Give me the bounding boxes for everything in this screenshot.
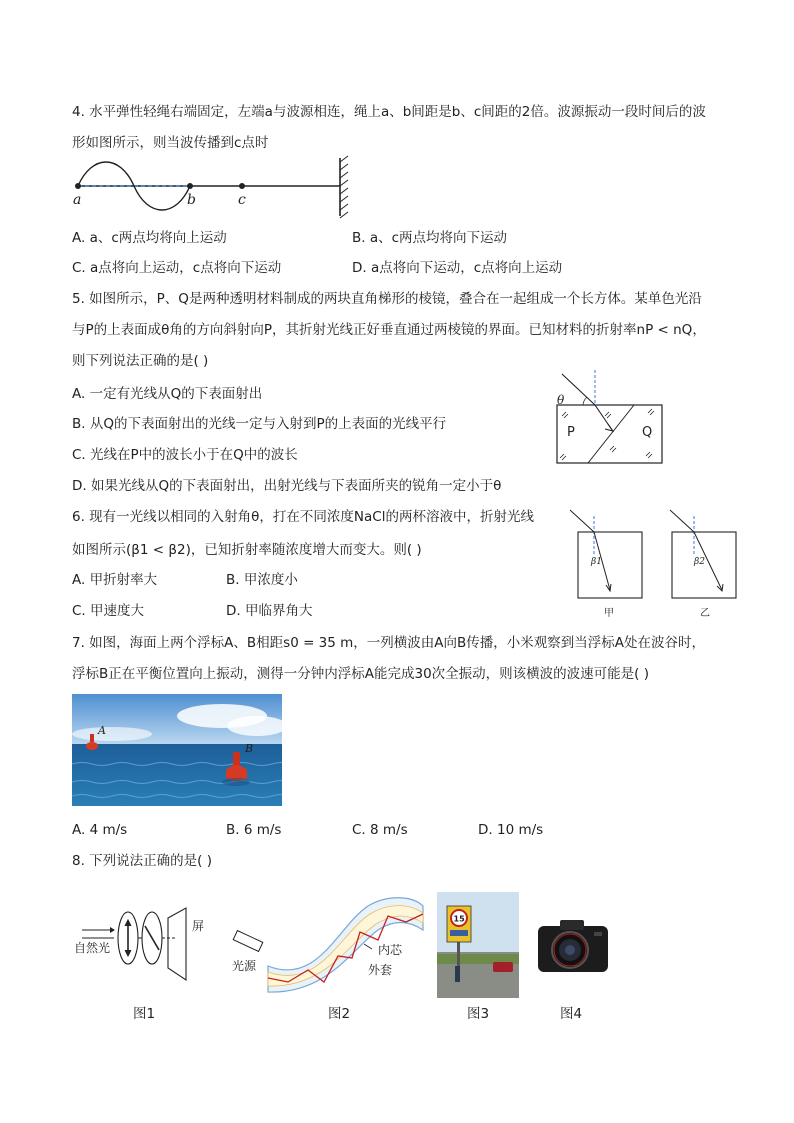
q7-buoy-photo bbox=[72, 694, 282, 806]
q8-fig2-label-cladding: 外套 bbox=[368, 963, 393, 977]
q8-fig1-polarization bbox=[72, 890, 222, 990]
q8-fig3-sign-number: 15 bbox=[453, 914, 465, 924]
q6-option-d: D. 甲临界角大 bbox=[226, 603, 313, 619]
q7-option-d: D. 10 m/s bbox=[478, 822, 544, 838]
q8-stem: 8. 下列说法正确的是( ) bbox=[72, 853, 212, 869]
q5-label-p: P bbox=[567, 425, 575, 440]
q4-point-b bbox=[187, 183, 193, 189]
q6-label-beta2: β2 bbox=[694, 557, 705, 567]
q5-label-q: Q bbox=[642, 425, 653, 440]
q4-option-a: A. a、c两点均将向上运动 bbox=[72, 230, 227, 246]
q4-label-c: c bbox=[238, 192, 246, 208]
q5-label-theta: θ bbox=[557, 393, 565, 407]
q6-stem-line1: 6. 现有一光线以相同的入射角θ，打在不同浓度NaCl的两杯溶液中，折射光线 bbox=[72, 509, 534, 525]
q4-option-c: C. a点将向上运动，c点将向下运动 bbox=[72, 260, 282, 276]
q8-screen bbox=[168, 908, 186, 980]
q8-fig3-speed-camera-photo bbox=[437, 892, 519, 998]
q5-stem-line3: 则下列说法正确的是( ) bbox=[72, 353, 209, 369]
q8-fig4-caption: 图4 bbox=[560, 1006, 583, 1022]
q4-option-d: D. a点将向下运动，c点将向上运动 bbox=[352, 260, 563, 276]
q7-stem-line2: 浮标B正在平衡位置向上振动，测得一分钟内浮标A能完成30次全振动，则该横波的波速可能是( ) bbox=[72, 666, 649, 682]
q5-option-a: A. 一定有光线从Q的下表面射出 bbox=[72, 386, 263, 402]
q7-label-b: B bbox=[245, 742, 254, 755]
q4-rope-wave-figure bbox=[70, 158, 360, 220]
q6-label-beta1: β1 bbox=[591, 557, 602, 567]
q7-label-a: A bbox=[98, 724, 106, 737]
q8-fig2-label-core: 内芯 bbox=[378, 943, 403, 957]
q8-fig3-person bbox=[455, 966, 460, 982]
q7-option-a: A. 4 m/s bbox=[72, 822, 128, 838]
q4-wall-hatch bbox=[340, 156, 348, 218]
q5-stem-line1: 5. 如图所示，P、Q是两种透明材料制成的两块直角梯形的棱镜，叠合在一起组成一个长方体。某单色光沿 bbox=[72, 291, 702, 307]
q5-arrow-icon bbox=[605, 424, 613, 431]
q5-prism-figure bbox=[550, 370, 670, 466]
q7-option-b: B. 6 m/s bbox=[226, 822, 282, 838]
q6-label-yi: 乙 bbox=[700, 608, 710, 619]
q7-option-c: C. 8 m/s bbox=[352, 822, 408, 838]
q4-label-b: b bbox=[187, 192, 196, 208]
q6-label-jia: 甲 bbox=[604, 608, 614, 619]
q4-label-a: a bbox=[73, 192, 82, 208]
q4-option-b: B. a、c两点均将向下运动 bbox=[352, 230, 508, 246]
q4-stem-line1: 4. 水平弹性轻绳右端固定，左端a与波源相连，绳上a、b间距是b、c间距的2倍。波源振动一段时间后的波 bbox=[72, 104, 706, 120]
q5-stem-line2: 与P的上表面成θ角的方向斜射向P，其折射光线正好垂直通过两棱镜的界面。已知材料的折射率nP < nQ， bbox=[72, 322, 706, 338]
q8-fig2-optical-fiber bbox=[228, 886, 428, 996]
q5-option-c: C. 光线在P中的波长小于在Q中的波长 bbox=[72, 447, 298, 463]
q8-fig3-caption: 图3 bbox=[467, 1006, 490, 1022]
q6-option-c: C. 甲速度大 bbox=[72, 603, 145, 619]
q5-option-b: B. 从Q的下表面射出的光线一定与入射到P的上表面的光线平行 bbox=[72, 416, 447, 432]
q4-stem-line2: 形如图所示，则当波传播到c点时 bbox=[72, 135, 269, 151]
q6-option-a: A. 甲折射率大 bbox=[72, 572, 158, 588]
q8-fig3-car bbox=[493, 962, 513, 972]
q7-stem-line1: 7. 如图，海面上两个浮标A、B相距s0 = 35 m，一列横波由A向B传播，小米观察到当浮标A处在波谷时， bbox=[72, 635, 706, 651]
q4-point-c bbox=[239, 183, 245, 189]
q8-fig2-label-source: 光源 bbox=[232, 959, 257, 973]
q6-stem-line2: 如图所示(β1 < β2)，已知折射率随浓度增大而变大。则( ) bbox=[72, 542, 422, 558]
q4-point-a bbox=[75, 183, 81, 189]
q8-fig4-camera-icon bbox=[534, 916, 614, 976]
q6-option-b: B. 甲浓度小 bbox=[226, 572, 298, 588]
q5-prism-interface bbox=[588, 405, 634, 463]
q8-fig2-caption: 图2 bbox=[328, 1006, 351, 1022]
q5-option-d: D. 如果光线从Q的下表面射出，出射光线与下表面所夹的锐角一定小于θ bbox=[72, 478, 502, 494]
q8-fig1-label-natural: 自然光 bbox=[74, 941, 111, 955]
q6-refraction-figure bbox=[566, 506, 746, 620]
q8-fig1-label-screen: 屏 bbox=[192, 919, 205, 933]
q8-light-source bbox=[233, 931, 263, 952]
q5-incident-ray bbox=[562, 374, 595, 405]
q8-fig1-caption: 图1 bbox=[133, 1006, 156, 1022]
